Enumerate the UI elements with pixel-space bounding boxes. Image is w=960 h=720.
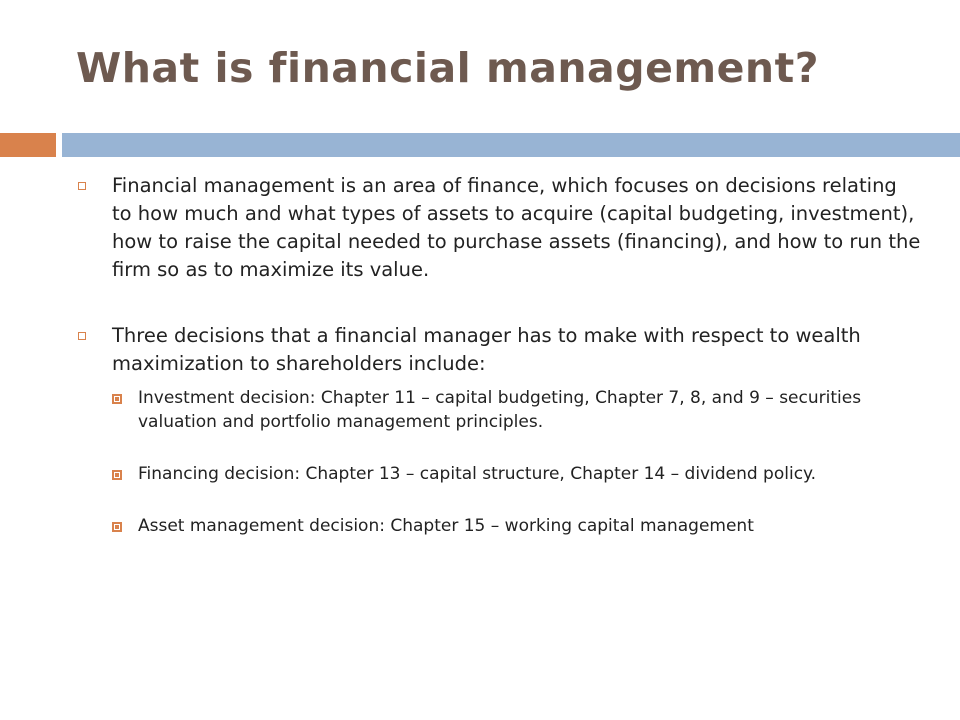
slide-title: What is financial management? — [76, 44, 819, 92]
sub-bullet-text: Asset management decision: Chapter 15 – working capital management — [138, 516, 754, 536]
bullet-list — [72, 172, 922, 538]
sub-bullet-item — [104, 462, 922, 486]
bullet-text: Three decisions that a financial manager has to make with respect to wealth maximization to shareholders include: — [112, 324, 861, 375]
filled-square-bullet-icon — [112, 394, 122, 404]
bullet-item — [72, 172, 922, 284]
sub-bullet-item — [104, 386, 922, 434]
square-bullet-icon — [78, 182, 86, 190]
square-bullet-icon — [78, 332, 86, 340]
filled-square-bullet-icon — [112, 522, 122, 532]
sub-bullet-text: Financing decision: Chapter 13 – capital structure, Chapter 14 – dividend policy. — [138, 464, 817, 484]
filled-square-bullet-icon — [112, 470, 122, 480]
title-accent-bar — [0, 133, 56, 157]
title-underline-bar — [62, 133, 960, 157]
sub-bullet-text: Investment decision: Chapter 11 – capital budgeting, Chapter 7, 8, and 9 – securities valuation and portfolio management principles. — [138, 388, 862, 432]
sub-bullet-item — [104, 514, 922, 538]
bullet-text: Financial management is an area of finance, which focuses on decisions relating to how much and what types of assets to acquire (capital budgeting, investment), how to raise the capital needed to purchase assets (financing), and how to run the firm so as to maximize its value. — [112, 174, 921, 281]
bullet-item — [72, 322, 922, 378]
